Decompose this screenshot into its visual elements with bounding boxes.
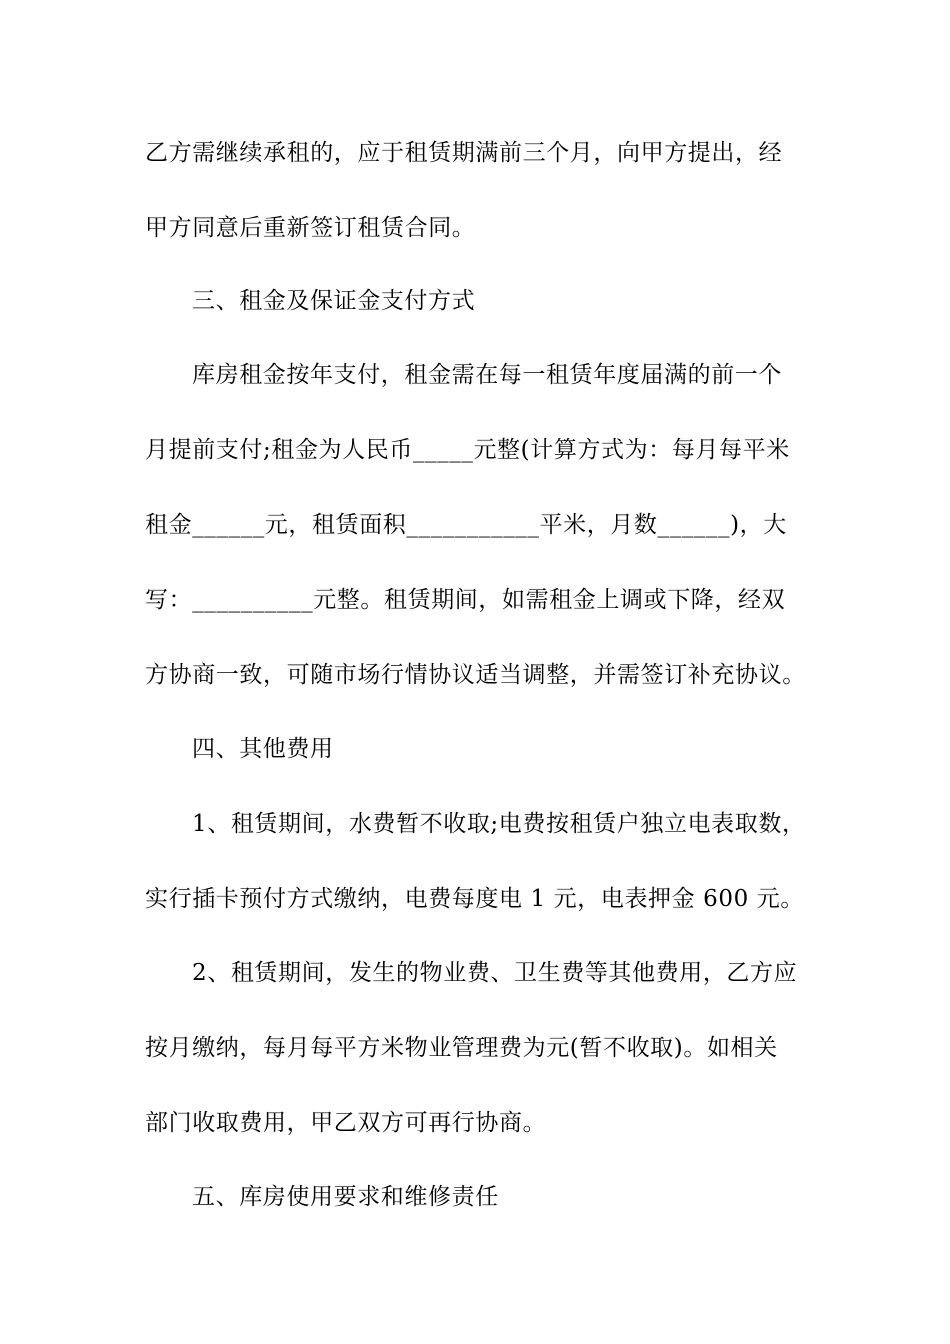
- text-line-rent-capital: 写：__________元整。租赁期间，如需租金上调或下降，经双: [145, 587, 786, 613]
- text-line-fee-1: 1、租赁期间，水费暂不收取;电费按租赁户独立电表取数，: [192, 811, 806, 837]
- section-heading-usage-repair: 五、库房使用要求和维修责任: [192, 1184, 499, 1210]
- text-line-rent-annual: 库房租金按年支付，租金需在每一租赁年度届满的前一个: [192, 362, 782, 388]
- text-line-renewal: 乙方需继续承租的，应于租赁期满前三个月，向甲方提出，经: [145, 140, 783, 166]
- section-heading-other-fees: 四、其他费用: [192, 736, 334, 762]
- text-line-rent-calc: 租金______元，租赁面积___________平米，月数______)，大: [145, 512, 787, 538]
- text-line-fee-1-cont: 实行插卡预付方式缴纳，电费每度电 1 元，电表押金 600 元。: [145, 886, 804, 912]
- text-line-rent-amount: 月提前支付;租金为人民币_____元整(计算方式为：每月每平米: [145, 437, 790, 463]
- text-line-fee-2-end: 部门收取费用，甲乙双方可再行协商。: [145, 1110, 547, 1136]
- text-line-renewal-cont: 甲方同意后重新签订租赁合同。: [145, 215, 476, 241]
- text-line-fee-2-cont: 按月缴纳，每月每平方米物业管理费为元(暂不收取)。如相关: [145, 1035, 778, 1061]
- text-line-fee-2: 2、租赁期间，发生的物业费、卫生费等其他费用，乙方应: [192, 960, 798, 986]
- text-line-rent-adjust: 方协商一致，可随市场行情协议适当调整，并需签订补充协议。: [145, 662, 806, 688]
- section-heading-rent-payment: 三、租金及保证金支付方式: [192, 288, 476, 314]
